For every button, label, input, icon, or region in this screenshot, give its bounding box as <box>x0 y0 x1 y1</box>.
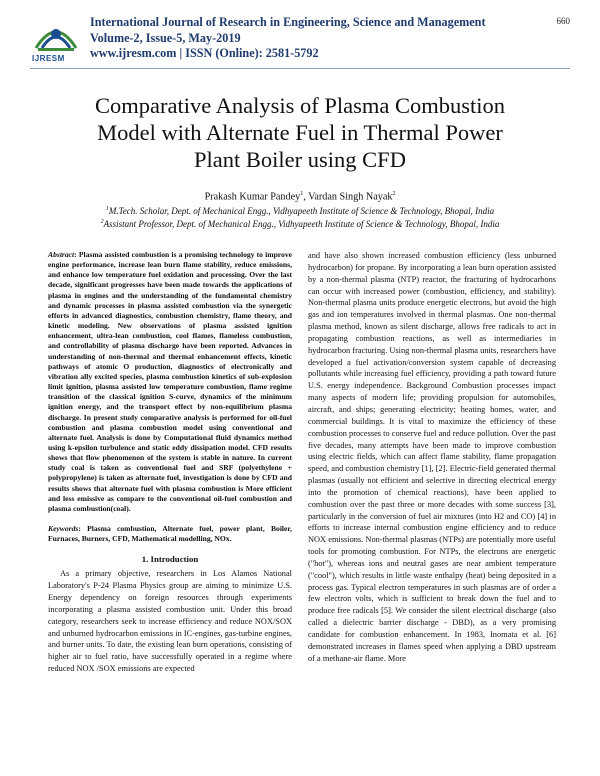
paper-title <box>40 92 560 173</box>
journal-info <box>90 15 486 62</box>
intro-paragraph: As a primary objective, researchers in Los Alamos National Laboratory's P-24 Plasma Physics group are aiming to minimize U.S. Energy dependency on foreign resources through experiments incorporating a plasma assisted combustion unit. Under this broad category, researchers seek to increase efficiency and reduce NOX/SOX and unburned hydrocarbon emissions in IC-engines, gas-turbine engines, and burner units. To date, the existing lean burn operations, consisting of higher air to fuel ratio, have successfully operated in a regime where reduced NOX /SOX emissions are expected <box>48 569 292 674</box>
affiliation-1 <box>40 206 560 216</box>
title-line: Model with Alternate Fuel in Thermal Power <box>97 120 503 145</box>
affiliation-2 <box>40 219 560 229</box>
affiliation-text: M.Tech. Scholar, Dept. of Mechanical Engg., Vidhyapeeth Institute of Science & Technology, Bhopal, India <box>108 206 495 216</box>
journal-logo <box>30 14 82 64</box>
affiliation-sup: 1 <box>105 206 109 212</box>
author-name: Vardan Singh Nayak <box>308 191 393 203</box>
journal-name: International Journal of Research in Engineering, Science and Management <box>90 15 486 29</box>
page-number: 660 <box>556 16 570 26</box>
author-separator: , <box>303 191 309 203</box>
keywords-text: : Plasma combustion, Alternate fuel, power plant, Boiler, Furnaces, Burners, CFD, Mathematical modelling, NOx. <box>48 524 292 544</box>
author-sup: 2 <box>392 191 396 197</box>
body-paragraph: and have also shown increased combustion efficiency (less unburned hydrocarbon) for propane. By incorporating a lean burn operation assisted by a non-thermal plasma (NTP) reactor, the fracturing of hydrocarbons can occur with increased power (combustion, efficiency, and stability). Non-thermal plasma units produce energetic electrons, but avoid the high gas and ion temperatures involved in thermal plasmas. One non-thermal plasma method, known as silent discharge, allows free radicals to act in propagating combustion reactions, as well as intermediaries in hydrocarbon fracturing. Using non-thermal plasma units, researchers have developed a fuel activation/conversion system capable of decreasing pollutants while increasing fuel efficiency, providing a path toward future U.S. energy independence. Background Combustion processes impact many aspects of modern life; providing propulsion for automobiles, aircraft, and ships; generating electricity; heating homes, water, and commercial buildings. It is vital to maximize the efficiency of these combustion processes to conserve fuel and reduce pollution. Over the past five decades, many attempts have been made to improve combustion using electric fields, which can affect flame stability, flame propagation speed, and combustion chemistry [1], [2]. Electric-field generated thermal plasmas (usually not efficient and selective in directing electrical energy into the promotion of chemical reactions), have been applied to combustion over the past three or more decades with some success [3], particularly in the conversion of fuel air mixtures (into H2 and CO) [4] in efforts to increase internal combustion engine efficiency and to reduce NOX emissions. Non-thermal plasmas (NTPs) are potentially more useful tools for promoting combustion. For NTPs, the electrons are energetic ("hot"), whereas ions and neutral gases are near ambient temperature ("cool"), which results in little waste enthalpy (heat) being deposited in a process gas. Typical electron temperatures in such plasmas are of order a few electron volts, which is sufficient to break down the fuel and to produce free radicals [5]. We consider the silent electrical discharge (also called a dielectric barrier discharge - DBD), as a very promising candidate for combustion enhancement. In 1983, Inomata et al. [6] demonstrated increases in flames speed when applying a DBD upstream of a methane-air flame. More <box>308 251 556 663</box>
logo-emblem-icon <box>30 14 82 54</box>
abstract <box>48 250 292 514</box>
keywords-label: Keywords <box>48 524 79 534</box>
site-issn[interactable]: www.ijresm.com | ISSN (Online): 2581-5792 <box>90 46 319 60</box>
section-heading-introduction: 1. Introduction <box>141 554 199 565</box>
affiliation-sup: 2 <box>100 219 104 225</box>
volume-issue: Volume-2, Issue-5, May-2019 <box>90 30 241 45</box>
affiliation-text: Assistant Professor, Dept. of Mechanical Engg., Vidhyapeeth Institute of Science & Technology, Bhopal, India <box>103 219 500 229</box>
keywords <box>48 524 292 544</box>
abstract-text: : Plasma assisted combustion is a promising technology to improve engine performance, increase lean burn flame stability, reduce emissions, and enhance low temperature fuel oxidation and processing. Over the last decade, significant progresses have been made towards the applications of plasma in engines and the understanding of the fundamental chemistry and dynamic processes in plasma assisted combustion via the synergetic efforts in advanced diagnostics, combustion chemistry, flame theory, and kinetic modeling. New observations of plasma assisted ignition enhancement, ultra-lean combustion, cool flames, flameless combustion, and controllability of plasma discharge have been reported. Advances in understanding of non-thermal and thermal enhancement effects, kinetic pathways of atomic O production, diagnostics of electronically and vibration ally excited species, plasma combustion kinetics of sub-explosion limit ignition, plasma assisted low temperature combustion, flame regime transition of the classical ignition S-curve, dynamics of the minimum ignition energy, and the transport effect by non-equilibrium plasma discharge. In present study comparative analysis is performed for oil-fuel combustion and plasma combustion model using conventional and alternate fuel. Analysis is done by Computational fluid dynamics method using k-epsilon turbulence and static eddy dissipation model. CFD results shows that flow phenomenon of the system is stable in nature. In current study coal is taken as conventional fuel and SRF (polyethylene + polypropylene) is taken as alternate fuel, investigation is done by CFD and results shows that alternate fuel with plasma combustion is More efficient and less emissive as compare to the conventional oil-fuel combustion and plasma combustion(coal). <box>48 250 292 513</box>
author-list <box>40 191 560 202</box>
title-line: Plant Boiler using CFD <box>194 147 406 172</box>
logo-text: IJRESM <box>32 54 65 63</box>
title-line: Comparative Analysis of Plasma Combustion <box>95 93 505 118</box>
author-name: Prakash Kumar Pandey <box>204 191 301 203</box>
page-header <box>30 14 570 64</box>
header-divider <box>30 68 570 69</box>
abstract-label: Abstract <box>48 250 75 259</box>
right-column <box>308 250 556 665</box>
left-column <box>48 250 292 675</box>
author-sup: 1 <box>300 191 304 197</box>
